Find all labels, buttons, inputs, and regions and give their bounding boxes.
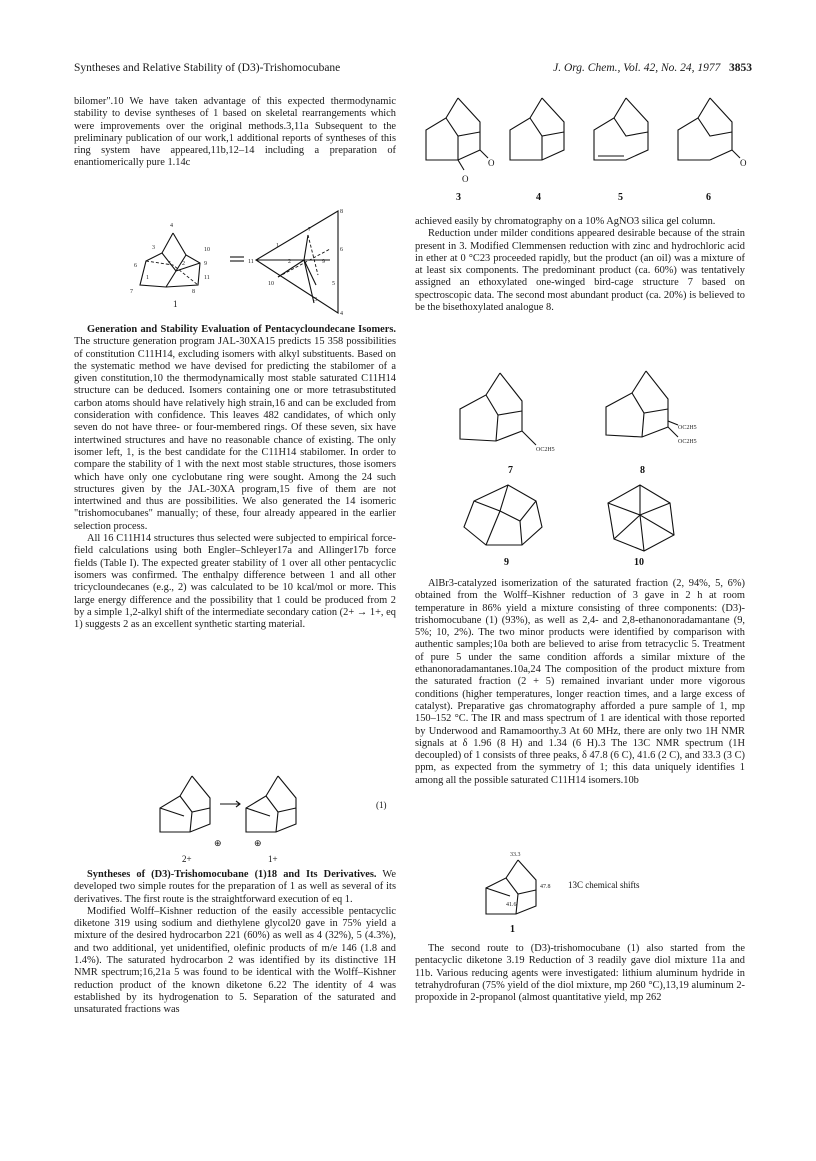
label-compound-9: 9	[504, 557, 509, 568]
shifts-drawing	[480, 848, 680, 936]
fig1p-num-5: 5	[332, 281, 335, 287]
eq-plus-left: ⊕	[214, 838, 222, 848]
right-column-bottom	[415, 943, 745, 1004]
compound-9-drawing	[464, 485, 542, 545]
intro-paragraph: bilomer".10 We have taken advantage of this expected thermodynamic stability to devise syntheses of 1 based on skeletal rearrangements which were improvements over the original methods.3,11a Subsequent to the preliminary publication of our work,1 additional reports of syntheses of this ring system have appeared,11b,12–14 including a preparation of enantiomerically pure 1.14c	[74, 96, 396, 169]
section2-heading: Syntheses of (D3)-Trishomocubane (1)18 and Its Derivatives.	[87, 869, 377, 880]
page-number: 3853	[729, 62, 752, 74]
section2-paragraph2: Modified Wolff–Kishner reduction of the easily accessible pentacyclic diketone 319 using sodium and diethylene glycol20 gave in 75% yield a mixture of the desired hydrocarbon 221 (60%) as well as 4 (32%), 5 (4.3%), and two additional, yet unidentified, olefinic products of m/e 146 (1.8 and 1.4%). The saturated hydrocarbon 2 was identified by its distinctive 1H NMR spectrum;16,21a 5 was found to be identical with the Wolff–Kishner reduction product of the known diketone 6.22 The identity of 4 was established by its hydrogenation to 5. Separation of the saturated and unsaturated fractions was	[74, 905, 396, 1016]
fig1p-num-1: 1	[276, 243, 279, 249]
fig1-num-11: 11	[204, 275, 210, 281]
fig1-num-6: 6	[134, 263, 137, 269]
compound-6-drawing	[678, 98, 747, 168]
compound6-oxygen: O	[740, 158, 747, 168]
running-header-journal	[553, 62, 752, 74]
right-column-mid	[415, 578, 745, 787]
fig1-num-1: 1	[146, 275, 149, 281]
label-compound-10: 10	[634, 557, 644, 568]
compound-5-drawing	[594, 98, 648, 160]
label-compound-6: 6	[706, 192, 711, 203]
fig1p-num-9: 9	[322, 259, 325, 265]
figure-compounds-3-6	[418, 90, 748, 208]
fig1p-num-3: 3	[314, 297, 317, 303]
compound8-oet-1: OC2H5	[678, 425, 697, 431]
label-compound-4: 4	[536, 192, 541, 203]
shift-compound-label: 1	[510, 924, 515, 935]
left-column-intro	[74, 96, 396, 170]
eq-right-label: 1+	[268, 854, 278, 864]
eq-left-label: 2+	[182, 854, 192, 864]
fig1p-num-2: 2	[288, 259, 291, 265]
compound3-oxygen-2: O	[462, 174, 469, 184]
section2-text: We developed two simple routes for the preparation of 1 as well as several of its derivatives. The first route is the straightforward execution of eq 1.	[74, 869, 396, 905]
equation-1-drawing	[150, 768, 395, 864]
compound3-oxygen-1: O	[488, 158, 495, 168]
structure-1-drawing	[118, 205, 388, 317]
compound-3-drawing	[426, 98, 495, 184]
compounds-7-10-drawing	[450, 365, 720, 570]
fig1-num-3: 3	[152, 245, 155, 251]
fig1p-num-6: 6	[340, 247, 343, 253]
shift-33-3: 33.3	[510, 852, 521, 858]
compound-7-drawing	[460, 373, 555, 453]
fig1p-num-7: 7	[308, 227, 311, 233]
fig1-compound-label: 1	[173, 299, 178, 309]
fig1p-num-10: 10	[268, 281, 274, 287]
right-paragraph4: The second route to (D3)-trishomocubane (1) also started from the pentacyclic diketone 3.19 Reduction of 3 readily gave diol mixture 11a and 11b. Various reducing agents were investigated: lithium aluminum hydride in tetrahydrofuran (75% yield of the diol mixture, mp 260 °C),13,19 aluminum 2-propoxide in 2-propanol (almost quantitative yield, mp 262	[415, 943, 745, 1004]
label-compound-7: 7	[508, 465, 513, 476]
eq-plus-right: ⊕	[254, 838, 262, 848]
fig1-num-9: 9	[204, 261, 207, 267]
compound-10-drawing	[608, 485, 674, 551]
section2-paragraph1	[74, 869, 396, 906]
fig1-num-5: 5	[168, 261, 171, 267]
figure-compounds-7-10	[450, 365, 720, 570]
shift-47-8: 47.8	[540, 884, 551, 890]
label-compound-5: 5	[618, 192, 623, 203]
journal-citation: J. Org. Chem., Vol. 42, No. 24, 1977	[553, 62, 721, 74]
fig1p-num-4: 4	[340, 311, 343, 317]
label-compound-3: 3	[456, 192, 461, 203]
fig1-num-10: 10	[204, 247, 210, 253]
compound-8-drawing	[606, 371, 697, 445]
figure-13c-shifts	[480, 848, 680, 936]
right-paragraph2: Reduction under milder conditions appeared desirable because of the strain present in 3. Modified Clemmensen reduction with zinc and hydrochloric acid in ether at 0 °C23 proceeded rapidly, but the product (an oil) was a mixture of at least six components. The predominant product (ca. 60%) was tentatively assigned an ethoxylated one-winged bird-cage structure 7 based on spectroscopic data. The second most abundant product (ca. 20%) is believed to be the bisethoxylated analogue 8.	[415, 228, 745, 314]
left-column-section1	[74, 324, 396, 631]
fig1p-num-11: 11	[248, 259, 254, 265]
section1-text: The structure generation program JAL-30XA15 predicts 15 358 possibilities of constitution C11H14, excluding isomers with alkyl substituents. Based on the systematic method we have devised for predicting the stabilomer of a given constitution,10 the thermodynamically most stable saturated C11H14 structure can be deduced. Isomers containing one or more tetrasubstituted carbon atoms should have relatively high strain,16 and can be excluded from consideration with confidence. This leaves 482 candidates, of which only seven do not have three- or four-membered rings. Of these seven, six have intertwined structures and have no reasonable chance of existing. The only isomer left, 1, is the best candidate for the C11H14 stabilomer. In order to compare the stability of 1 with the next most stable structures, those isomers which have only one cyclobutane ring were sought. Among the 24 such structures given by the JAL-30XA program,15 five of them are not intertwined and thus are possibilities. We also generated the 14 isomeric "trishomocubanes" manually; of these, four already appeared in the earlier selection process.	[74, 336, 396, 532]
section1-paragraph2: All 16 C11H14 structures thus selected were subjected to empirical force-field calculations using both Engler–Schleyer17a and Allinger17b force fields (Table I). The expected greater stability of 1 over all other pentacyclic isomers was confirmed. The enthalpy difference between 1 and all other tricycloundecanes (e.g., 2) was calculated to be 10 kcal/mol or more. This large energy difference and the possibility that 1 could be produced from 2 by a simple 1,2-alkyl shift of the intermediate secondary cation (2+ → 1+, eq 1) suggests 2 as an excellent synthetic starting material.	[74, 533, 396, 631]
compound7-oet: OC2H5	[536, 447, 555, 453]
eq-number: (1)	[376, 800, 387, 810]
shift-caption: 13C chemical shifts	[568, 880, 640, 890]
section1-heading: Generation and Stability Evaluation of Pentacycloundecane Isomers.	[87, 324, 396, 335]
figure-structure-1	[118, 205, 388, 317]
fig1-num-4: 4	[170, 223, 173, 229]
fig1-num-2: 2	[182, 261, 185, 267]
left-column-section2	[74, 869, 396, 1017]
right-column-top	[415, 216, 745, 314]
compound8-oet-2: OC2H5	[678, 439, 697, 445]
fig1p-num-8: 8	[340, 209, 343, 215]
fig1-num-8: 8	[192, 289, 195, 295]
right-paragraph1: achieved easily by chromatography on a 10% AgNO3 silica gel column.	[415, 216, 716, 227]
shift-41-6: 41.6	[506, 902, 517, 908]
fig1-num-7: 7	[130, 289, 133, 295]
compound-4-drawing	[510, 98, 564, 160]
label-compound-8: 8	[640, 465, 645, 476]
right-paragraph3: AlBr3-catalyzed isomerization of the saturated fraction (2, 94%, 5, 6%) obtained from the Wolff–Kishner reduction of 3 gave in 2 h at room temperature in 86% yield a mixture consisting of three components: (D3)-trishomocubane (1) (93%), as well as 2,4- and 2,8-ethanonoradamantane (9, 5%; 10, 2%). The two minor products were identified by comparison with authentic samples;10a both are believed to arise from tetracyclic 5. Treatment of pure 5 under the same condition affords a similar mixture of the ethanonoradamantanes.10a,24 The composition of the product mixture from the saturated fraction (2 + 5) remained invariant under more vigorous conditions (higher temperatures, longer reaction times, and a large excess of catalyst). Preparative gas chromatography afforded a pure sample of 1, mp 150–152 °C. The IR and mass spectrum of 1 are identical with those reported by Underwood and Ramamoorthy.3 At 60 MHz, there are only two 1H NMR signals at δ 1.96 (8 H) and 1.34 (6 H).3 The 13C NMR spectrum (1H decoupled) of 1 consists of three peaks, δ 47.8 (6 C), 41.6 (2 C), and 33.3 (3 C) ppm, as expected from the symmetry of 1; this data uniquely identifies 1 among all the possible saturated C11H14 isomers.10b	[415, 578, 745, 786]
section1-paragraph1	[74, 324, 396, 533]
equation-1	[150, 768, 395, 864]
running-header-title: Syntheses and Relative Stability of (D3)-Trishomocubane	[74, 62, 341, 74]
compounds-3-6-drawing	[418, 90, 748, 208]
